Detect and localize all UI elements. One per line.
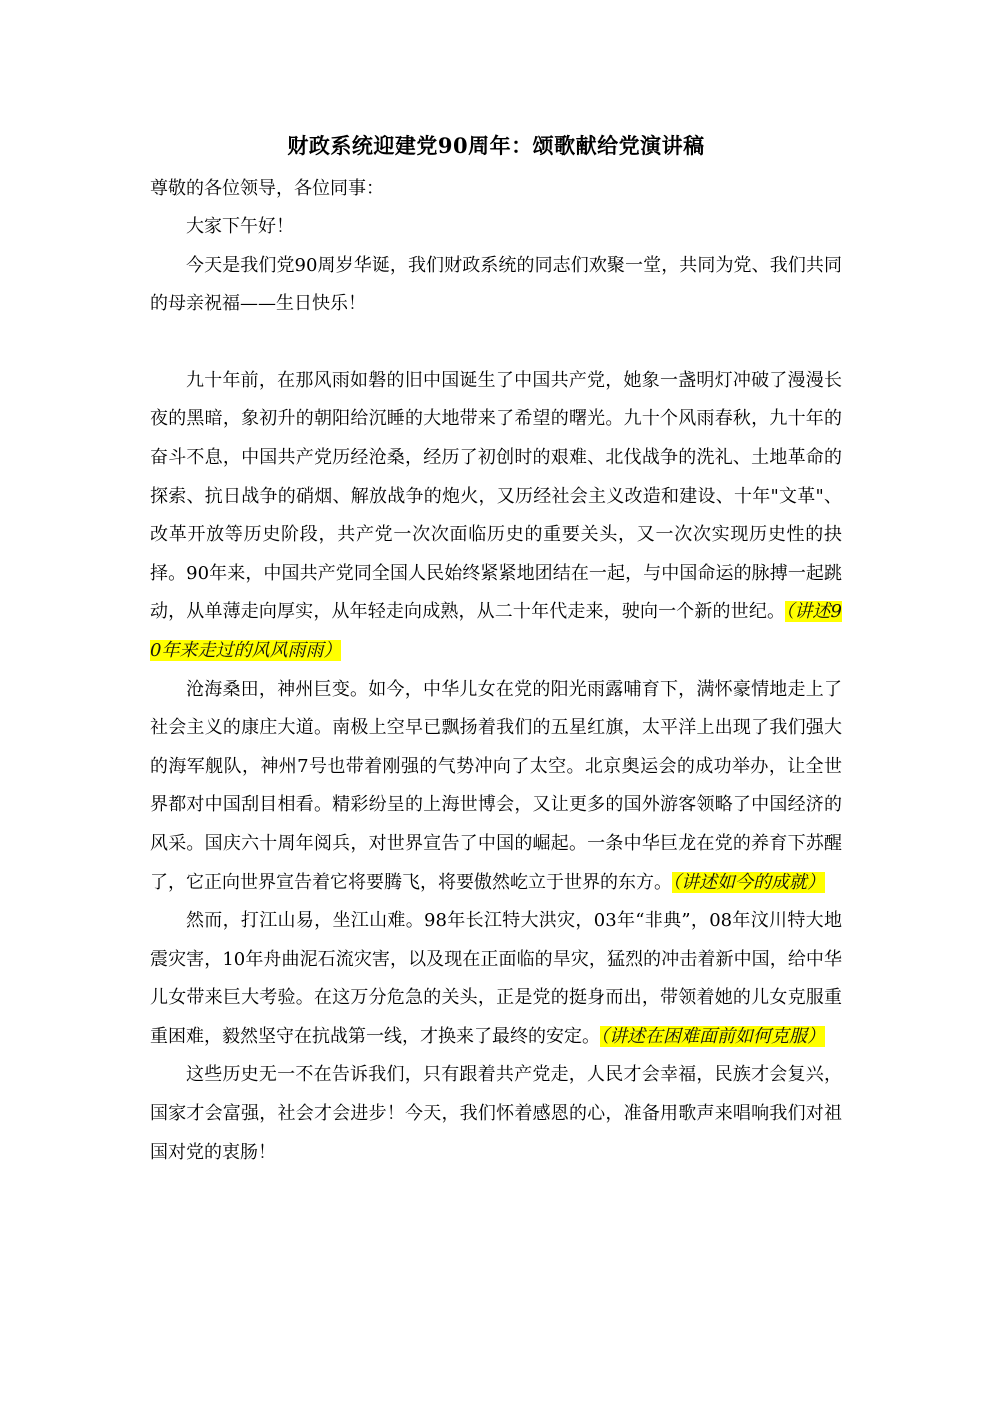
document-body xyxy=(150,128,842,1172)
paragraph-text: 然而，打江山易，坐江山难。98年长江特大洪灾，03年“非典”，08年汶川特大地震灾害，10年舟曲泥石流灾害，以及现在正面临的旱灾，猛烈的冲击着新中国，给中华儿女带来巨大考验。在这万分危急的关头，正是党的挺身而出，带领着她的儿女克服重重困难，毅然坚守在抗战第一线，才换来了最终的安定。 xyxy=(150,910,842,1047)
body-paragraph-2 xyxy=(150,671,842,903)
paragraph-text: 这些历史无一不在告诉我们，只有跟着共产党走，人民才会幸福，民族才会复兴，国家才会富强，社会才会进步！今天，我们怀着感恩的心，准备用歌声来唱响我们对祖国对党的衷肠！ xyxy=(150,1064,842,1163)
salutation: 尊敬的各位领导，各位同事： xyxy=(150,178,384,199)
highlighted-note: （讲述90年来走过的风风雨雨） xyxy=(150,601,842,661)
greeting: 大家下午好！ xyxy=(186,216,294,237)
blank-line xyxy=(150,324,842,362)
body-paragraph-4 xyxy=(150,1056,842,1172)
body-paragraph-1 xyxy=(150,362,842,671)
body-paragraph-3 xyxy=(150,902,842,1056)
paragraph-text: 沧海桑田，神州巨变。如今，中华儿女在党的阳光雨露哺育下，满怀豪情地走上了社会主义的康庄大道。南极上空早已飘扬着我们的五星红旗，太平洋上出现了我们强大的海军舰队，神州7号也带着刚强的气势冲向了太空。北京奥运会的成功举办，让全世界都对中国刮目相看。精彩纷呈的上海世博会，又让更多的国外游客领略了中国经济的风采。国庆六十周年阅兵，对世界宣告了中国的崛起。一条中华巨龙在党的养育下苏醒了，它正向世界宣告着它将要腾飞，将要傲然屹立于世界的东方。 xyxy=(150,678,842,893)
highlighted-note: （讲述如今的成就） xyxy=(672,871,825,893)
paragraph-text: 九十年前，在那风雨如磐的旧中国诞生了中国共产党，她象一盏明灯冲破了漫漫长夜的黑暗，象初升的朝阳给沉睡的大地带来了希望的曙光。九十个风雨春秋，九十年的奋斗不息，中国共产党历经沧桑，经历了初创时的艰难、北伐战争的洗礼、土地革命的探索、抗日战争的硝烟、解放战争的炮火，又历经社会主义改造和建设、十年"文革"、改革开放等历史阶段，共产党一次次面临历史的重要关头，又一次次实现历史性的抉择。90年来，中国共产党同全国人民始终紧紧地团结在一起，与中国命运的脉搏一起跳动，从单薄走向厚实，从年轻走向成熟，从二十年代走来，驶向一个新的世纪。 xyxy=(150,369,842,623)
highlighted-note: （讲述在困难面前如何克服） xyxy=(600,1025,825,1047)
document-title: 财政系统迎建党90周年：颂歌献给党演讲稿 xyxy=(287,133,705,158)
intro-paragraph: 今天是我们党90周岁华诞，我们财政系统的同志们欢聚一堂，共同为党、我们共同的母亲祝福——生日快乐！ xyxy=(150,254,842,315)
